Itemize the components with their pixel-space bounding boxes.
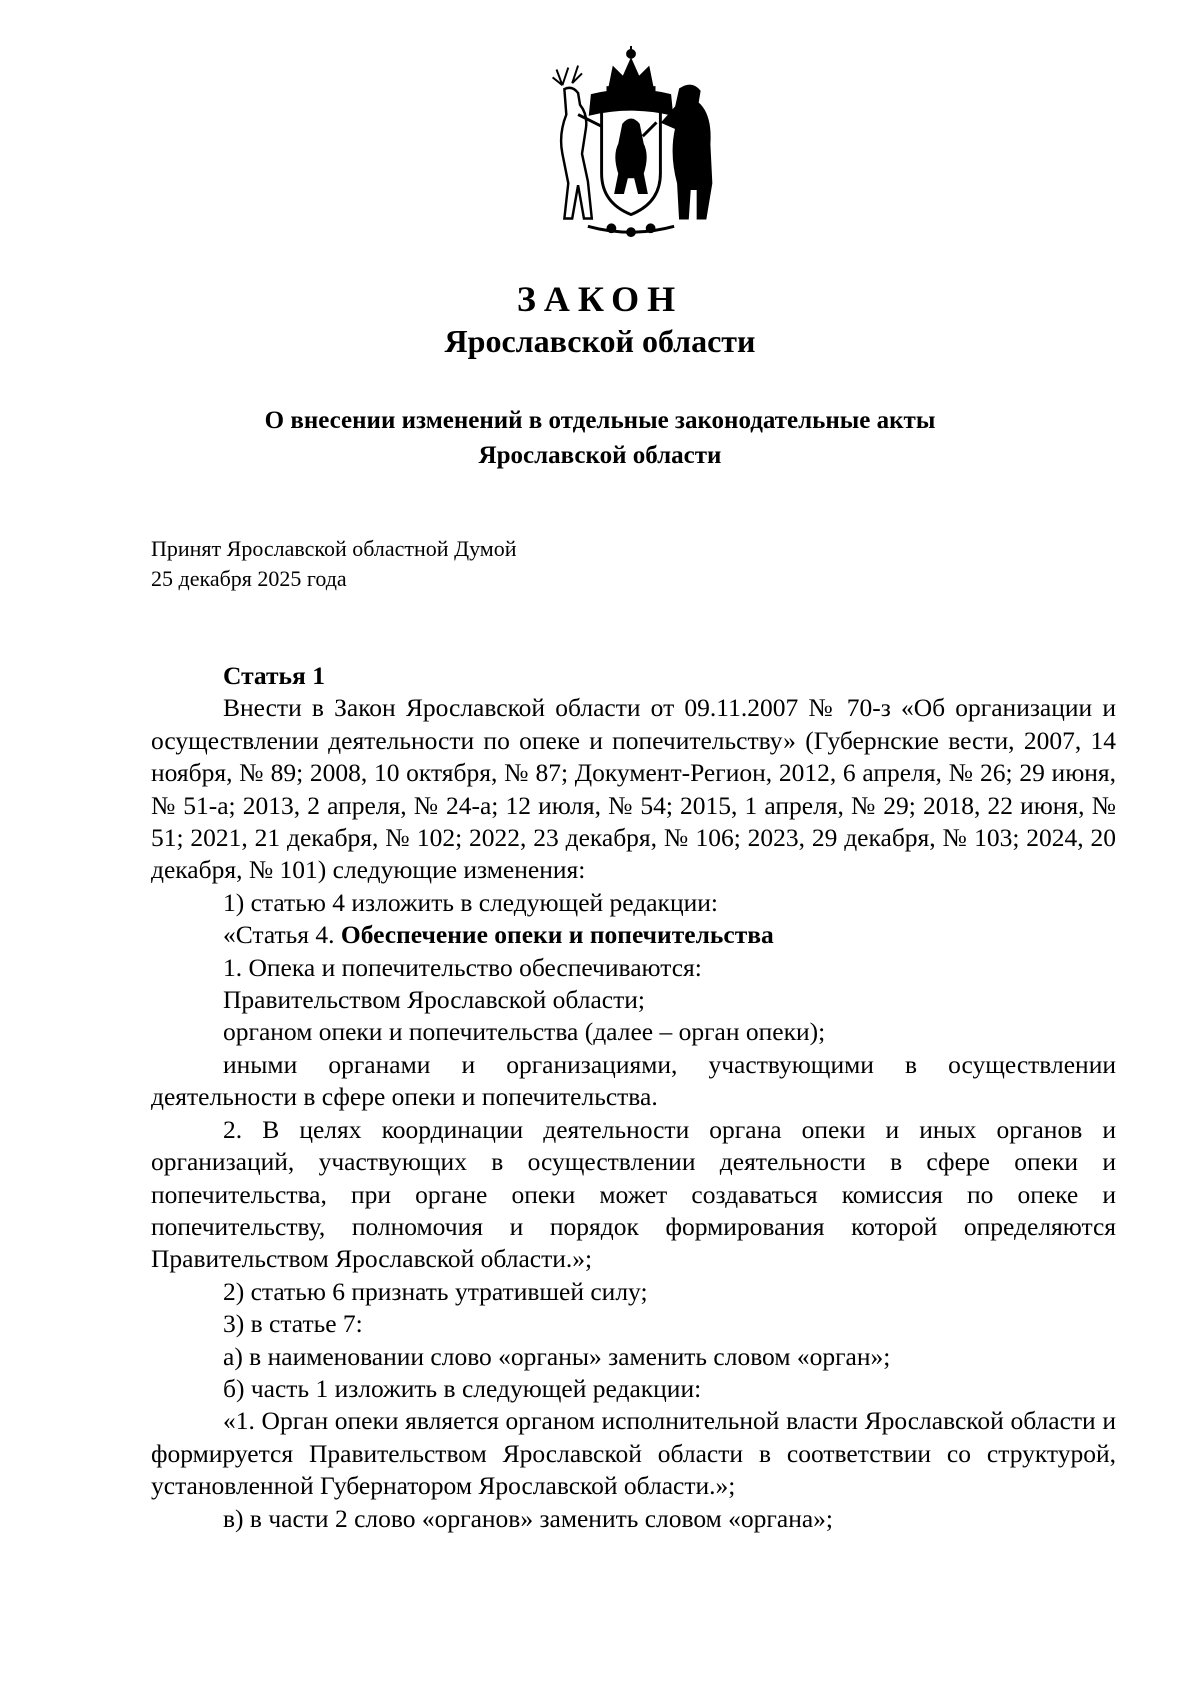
- amendment-item-3-b-text: «1. Орган опеки является органом исполнительной власти Ярославской области и формируется Правительством Ярославской области в соответствии со структурой, установленной Губернатором Ярославской области.»;: [151, 1406, 1116, 1501]
- amendment-item-3-c: в) в части 2 слово «органов» заменить словом «органа»;: [223, 1503, 833, 1533]
- article-4-part-2: 2. В целях координации деятельности органа опеки и иных органов и организаций, участвующих в осуществлении деятельности в сфере опеки и попечительства, при органе опеки может создаваться комиссия по опеке и попечительству, полномочия и порядок формирования которой определяются Правительством Ярославской области.»;: [151, 1114, 1116, 1274]
- region-title: Ярославской области: [444, 323, 756, 359]
- adoption-date: 25 декабря 2025 года: [151, 566, 347, 591]
- adoption-note: [151, 534, 517, 594]
- amendment-item-1: 1) статью 4 изложить в следующей редакции:: [223, 887, 718, 917]
- subject-line-1: О внесении изменений в отдельные законодательные акты: [264, 407, 936, 434]
- law-subject: [0, 403, 1200, 473]
- article-4-prefix: «Статья 4.: [223, 920, 341, 950]
- article-intro: Внести в Закон Ярославской области от 09.11.2007 № 70-з «Об организации и осуществлении деятельности по опеке и попечительству» (Губернские вести, 2007, 14 ноября, № 89; 2008, 10 октября, № 87; Документ-Регион, 2012, 6 апреля, № 26; 29 июня, № 51-а; 2013, 2 апреля, № 24-а; 12 июля, № 54; 2015, 1 апреля, № 29; 2018, 22 июня, № 51; 2021, 21 декабря, № 102; 2022, 23 декабря, № 106; 2023, 29 декабря, № 103; 2024, 20 декабря, № 101) следующие изменения:: [151, 693, 1116, 885]
- article-heading: Статья 1: [223, 661, 325, 690]
- amendment-item-3-a: а) в наименовании слово «органы» заменить словом «орган»;: [223, 1341, 891, 1371]
- adoption-body: Принят Ярославской областной Думой: [151, 536, 517, 561]
- subject-line-2: Ярославской области: [478, 442, 722, 469]
- coat-of-arms-icon: [533, 46, 729, 242]
- article-4-title: Обеспечение опеки и попечительства: [340, 920, 774, 950]
- document-body: [151, 660, 1116, 1535]
- article-4-part-1-a: Правительством Ярославской области;: [223, 985, 645, 1015]
- article-4-part-1: 1. Опека и попечительство обеспечиваются:: [223, 952, 702, 982]
- article-4-heading: [151, 919, 1116, 951]
- amendment-item-3: 3) в статье 7:: [223, 1309, 363, 1339]
- article-4-part-1-c: иными органами и организациями, участвующими в осуществлении деятельности в сфере опеки и попечительства.: [151, 1049, 1116, 1112]
- amendment-item-2: 2) статью 6 признать утратившей силу;: [223, 1276, 648, 1306]
- amendment-item-3-b: б) часть 1 изложить в следующей редакции:: [223, 1373, 702, 1403]
- article-4-part-1-b: органом опеки и попечительства (далее – орган опеки);: [223, 1017, 826, 1047]
- document-type-title: ЗАКОН: [516, 279, 684, 319]
